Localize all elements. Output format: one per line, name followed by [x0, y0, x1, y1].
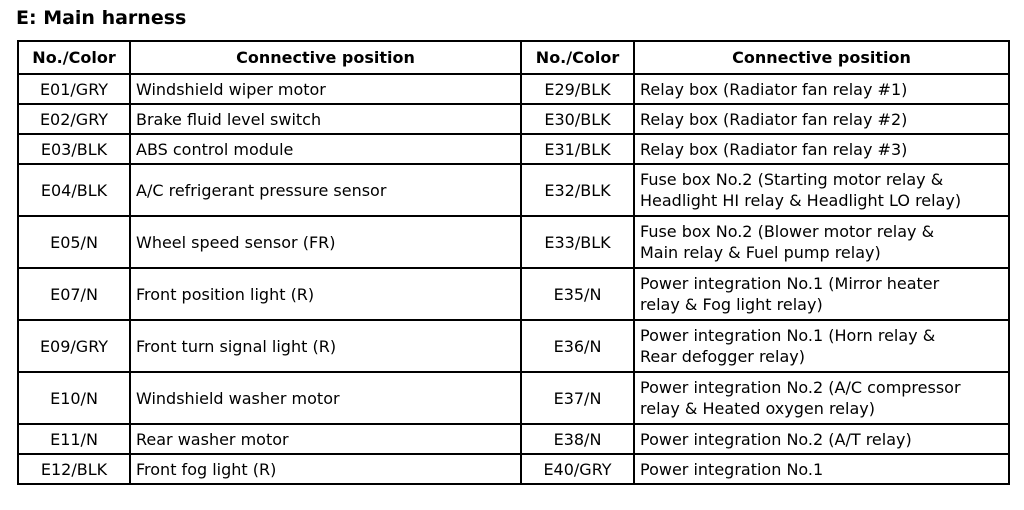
left-position-text: ABS control module [136, 139, 294, 159]
table-header-row [18, 41, 1009, 74]
table-row [18, 320, 1009, 372]
header-right-code: No./Color [521, 41, 634, 74]
header-right-position: Connective position [634, 41, 1009, 74]
table-row [18, 372, 1009, 424]
left-connector-code: E10/N [18, 372, 130, 424]
table-row [18, 454, 1009, 484]
right-connector-code: E37/N [521, 372, 634, 424]
right-connective-position [634, 104, 1009, 134]
right-connective-position [634, 216, 1009, 268]
table-row [18, 164, 1009, 216]
right-connector-code: E30/BLK [521, 104, 634, 134]
right-connector-code: E38/N [521, 424, 634, 454]
right-connective-position [634, 454, 1009, 484]
table-row [18, 268, 1009, 320]
left-connective-position [130, 164, 521, 216]
left-connective-position [130, 104, 521, 134]
left-position-text: Front position light (R) [136, 284, 315, 304]
table-row [18, 134, 1009, 164]
left-position-text: Brake fluid level switch [136, 109, 322, 129]
right-connective-position [634, 424, 1009, 454]
left-connective-position [130, 372, 521, 424]
right-connector-code: E29/BLK [521, 74, 634, 104]
table-row [18, 74, 1009, 104]
right-position-text: Fuse box No.2 (Starting motor relay & Headlight HI relay & Headlight LO relay) [640, 170, 962, 210]
header-left-code: No./Color [18, 41, 130, 74]
right-position-text: Relay box (Radiator fan relay #1) [640, 79, 908, 99]
right-connective-position [634, 320, 1009, 372]
table-row [18, 424, 1009, 454]
left-connective-position [130, 320, 521, 372]
left-connective-position [130, 134, 521, 164]
right-position-text: Power integration No.1 [640, 459, 824, 479]
left-position-text: Windshield washer motor [136, 388, 340, 408]
right-connector-code: E32/BLK [521, 164, 634, 216]
left-connector-code: E09/GRY [18, 320, 130, 372]
left-connective-position [130, 454, 521, 484]
header-left-position: Connective position [130, 41, 521, 74]
right-connective-position [634, 164, 1009, 216]
right-position-text: Relay box (Radiator fan relay #3) [640, 139, 908, 159]
right-connective-position [634, 134, 1009, 164]
left-connective-position [130, 424, 521, 454]
left-connector-code: E12/BLK [18, 454, 130, 484]
left-connector-code: E07/N [18, 268, 130, 320]
main-harness-table [17, 40, 1010, 485]
right-position-text: Fuse box No.2 (Blower motor relay & Main relay & Fuel pump relay) [640, 222, 935, 262]
page-title: E: Main harness [16, 7, 187, 29]
right-connector-code: E33/BLK [521, 216, 634, 268]
right-connective-position [634, 268, 1009, 320]
left-connector-code: E01/GRY [18, 74, 130, 104]
left-connector-code: E11/N [18, 424, 130, 454]
right-connective-position [634, 74, 1009, 104]
left-position-text: Wheel speed sensor (FR) [136, 232, 336, 252]
left-connector-code: E05/N [18, 216, 130, 268]
right-position-text: Power integration No.1 (Mirror heater relay & Fog light relay) [640, 274, 940, 314]
right-position-text: Power integration No.2 (A/T relay) [640, 429, 912, 449]
table-row [18, 216, 1009, 268]
left-position-text: Rear washer motor [136, 429, 289, 449]
left-connective-position [130, 74, 521, 104]
right-connector-code: E35/N [521, 268, 634, 320]
left-position-text: Windshield wiper motor [136, 79, 326, 99]
left-position-text: Front turn signal light (R) [136, 336, 337, 356]
left-connector-code: E04/BLK [18, 164, 130, 216]
right-position-text: Power integration No.2 (A/C compressor relay & Heated oxygen relay) [640, 378, 961, 418]
left-connector-code: E03/BLK [18, 134, 130, 164]
right-position-text: Power integration No.1 (Horn relay & Rear defogger relay) [640, 326, 936, 366]
right-connector-code: E36/N [521, 320, 634, 372]
left-position-text: Front fog light (R) [136, 459, 277, 479]
right-connector-code: E40/GRY [521, 454, 634, 484]
right-connective-position [634, 372, 1009, 424]
right-connector-code: E31/BLK [521, 134, 634, 164]
table-row [18, 104, 1009, 134]
left-connector-code: E02/GRY [18, 104, 130, 134]
right-position-text: Relay box (Radiator fan relay #2) [640, 109, 908, 129]
left-connective-position [130, 268, 521, 320]
left-position-text: A/C refrigerant pressure sensor [136, 180, 387, 200]
left-connective-position [130, 216, 521, 268]
